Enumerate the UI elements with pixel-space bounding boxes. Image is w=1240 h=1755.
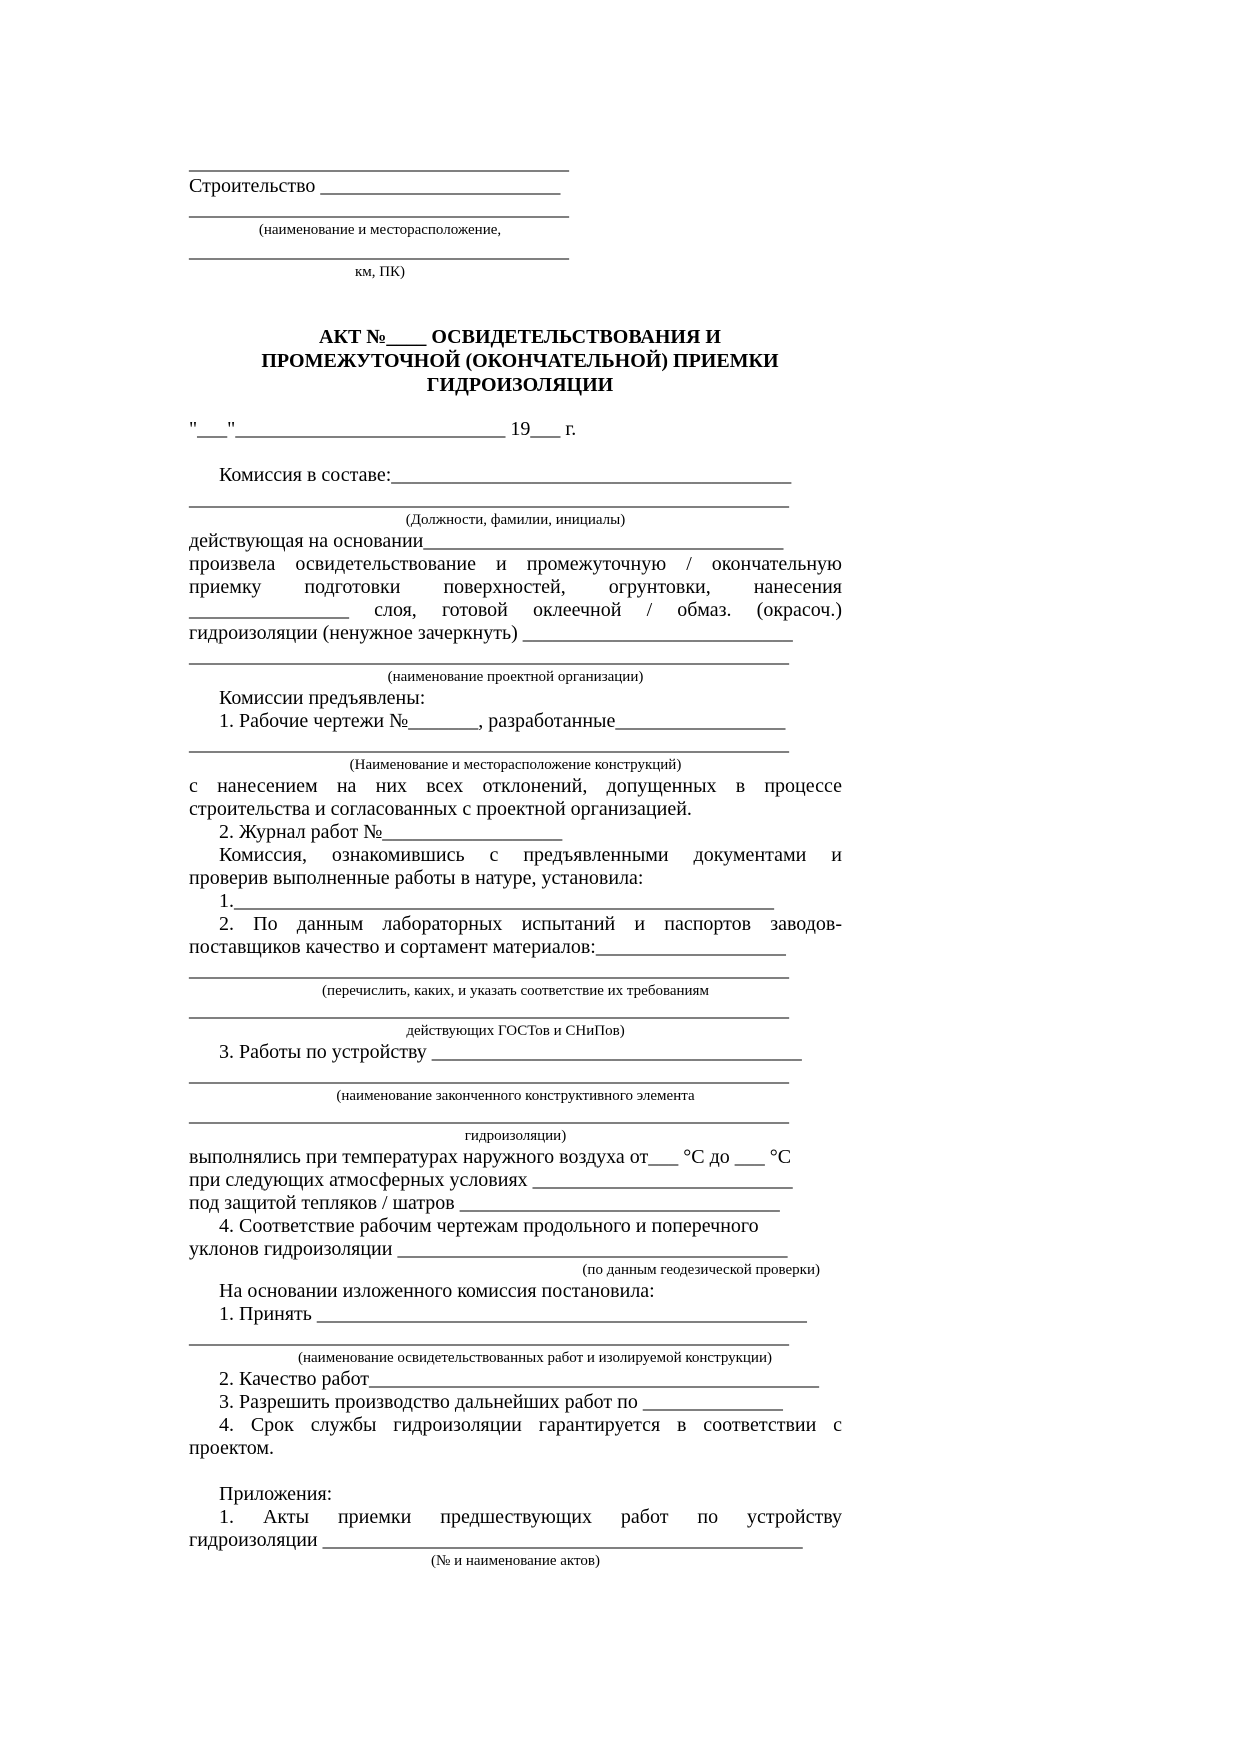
list-item: 3. Разрешить производство дальнейших работ по ______________ <box>219 1391 783 1413</box>
header-blank-line: ______________________________________ <box>189 240 569 262</box>
paragraph-line: Комиссия, ознакомившись с предъявленными документами и <box>219 844 842 866</box>
header-caption: км, ПК) <box>354 264 406 280</box>
header-blank-line: ______________________________________ <box>189 152 569 174</box>
construction-field: Строительство ________________________ <box>189 175 561 197</box>
section-heading: На основании изложенного комиссия постановила: <box>219 1280 655 1302</box>
paragraph-line: проектом. <box>189 1437 275 1459</box>
blank-line: ____________________________________________________________ <box>189 488 789 510</box>
paragraph-line: гидроизоляции ________________________________________________ <box>189 1529 803 1551</box>
list-item: 2. По данным лабораторных испытаний и паспортов заводов- <box>219 913 842 935</box>
commission-line: Комиссия в составе:________________________________________ <box>219 464 792 486</box>
list-item: 4. Срок службы гидроизоляции гарантируется в соответствии с <box>219 1414 842 1436</box>
header-blank-line: ______________________________________ <box>189 198 569 220</box>
blank-line: ____________________________________________________________ <box>189 1064 789 1086</box>
date-line: "___"___________________________ 19___ г. <box>189 418 577 440</box>
field-caption: действующих ГОСТов и СНиПов) <box>406 1023 625 1039</box>
section-heading: Комиссии предъявлены: <box>219 687 426 709</box>
paragraph-line: приемку подготовки поверхностей, огрунтовки, нанесения <box>189 576 842 598</box>
paragraph-line: поставщиков качество и сортамент материалов:___________________ <box>189 936 786 958</box>
list-item: 2. Журнал работ №__________________ <box>219 821 563 843</box>
basis-line: действующая на основании____________________________________ <box>189 530 784 552</box>
paragraph-line: при следующих атмосферных условиях __________________________ <box>189 1169 793 1191</box>
paragraph-line: ________________ слоя, готовой оклеечной / обмаз. (окрасоч.) <box>189 599 842 621</box>
blank-line: ____________________________________________________________ <box>189 1104 789 1126</box>
paragraph-line: уклонов гидроизоляции _______________________________________ <box>189 1238 788 1260</box>
blank-line: ____________________________________________________________ <box>189 645 789 667</box>
paragraph-line: под защитой тепляков / шатров ________________________________ <box>189 1192 780 1214</box>
blank-line: ____________________________________________________________ <box>189 733 789 755</box>
paragraph-line: произвела освидетельствование и промежуточную / окончательную <box>189 553 842 575</box>
field-caption: (наименование освидетельствованных работ и изолируемой конструкции) <box>298 1350 772 1366</box>
field-caption: (№ и наименование актов) <box>431 1553 600 1569</box>
paragraph-line: гидроизоляции (ненужное зачеркнуть) ___________________________ <box>189 622 793 644</box>
section-heading: Приложения: <box>219 1483 333 1505</box>
field-caption: (Наименование и месторасположение конструкций) <box>349 757 682 773</box>
document-title: АКТ №____ ОСВИДЕТЕЛЬСТВОВАНИЯ И ПРОМЕЖУТОЧНОЙ (ОКОНЧАТЕЛЬНОЙ) ПРИЕМКИ ГИДРОИЗОЛЯЦИИ <box>261 326 779 396</box>
field-caption: (наименование законченного конструктивного элемента <box>336 1088 695 1104</box>
field-caption: (перечислить, каких, и указать соответствие их требованиям <box>322 983 709 999</box>
blank-line: ____________________________________________________________ <box>189 959 789 981</box>
blank-line: ____________________________________________________________ <box>189 1326 789 1348</box>
list-item: 4. Соответствие рабочим чертежам продольного и поперечного <box>219 1215 759 1237</box>
field-caption: гидроизоляции) <box>464 1128 567 1144</box>
field-caption: (Должности, фамилии, инициалы) <box>405 512 626 528</box>
field-caption: (по данным геодезической проверки) <box>582 1262 820 1278</box>
list-item: 3. Работы по устройству _____________________________________ <box>219 1041 802 1063</box>
list-item: 2. Качество работ_____________________________________________ <box>219 1368 820 1390</box>
paragraph-line: строительства и согласованных с проектной организацией. <box>189 798 692 820</box>
paragraph-line: с нанесением на них всех отклонений, допущенных в процессе <box>189 775 842 797</box>
paragraph-line: выполнялись при температурах наружного воздуха от___ °С до ___ °С <box>189 1146 792 1168</box>
list-item: 1. Акты приемки предшествующих работ по устройству <box>219 1506 842 1528</box>
list-item: 1. Принять _________________________________________________ <box>219 1303 807 1325</box>
blank-line: ____________________________________________________________ <box>189 999 789 1021</box>
field-caption: (наименование проектной организации) <box>387 669 644 685</box>
list-item: 1.______________________________________________________ <box>219 890 774 912</box>
header-caption: (наименование и месторасположение, <box>258 222 502 238</box>
list-item: 1. Рабочие чертежи №_______, разработанные_________________ <box>219 710 786 732</box>
paragraph-line: проверив выполненные работы в натуре, установила: <box>189 867 644 889</box>
